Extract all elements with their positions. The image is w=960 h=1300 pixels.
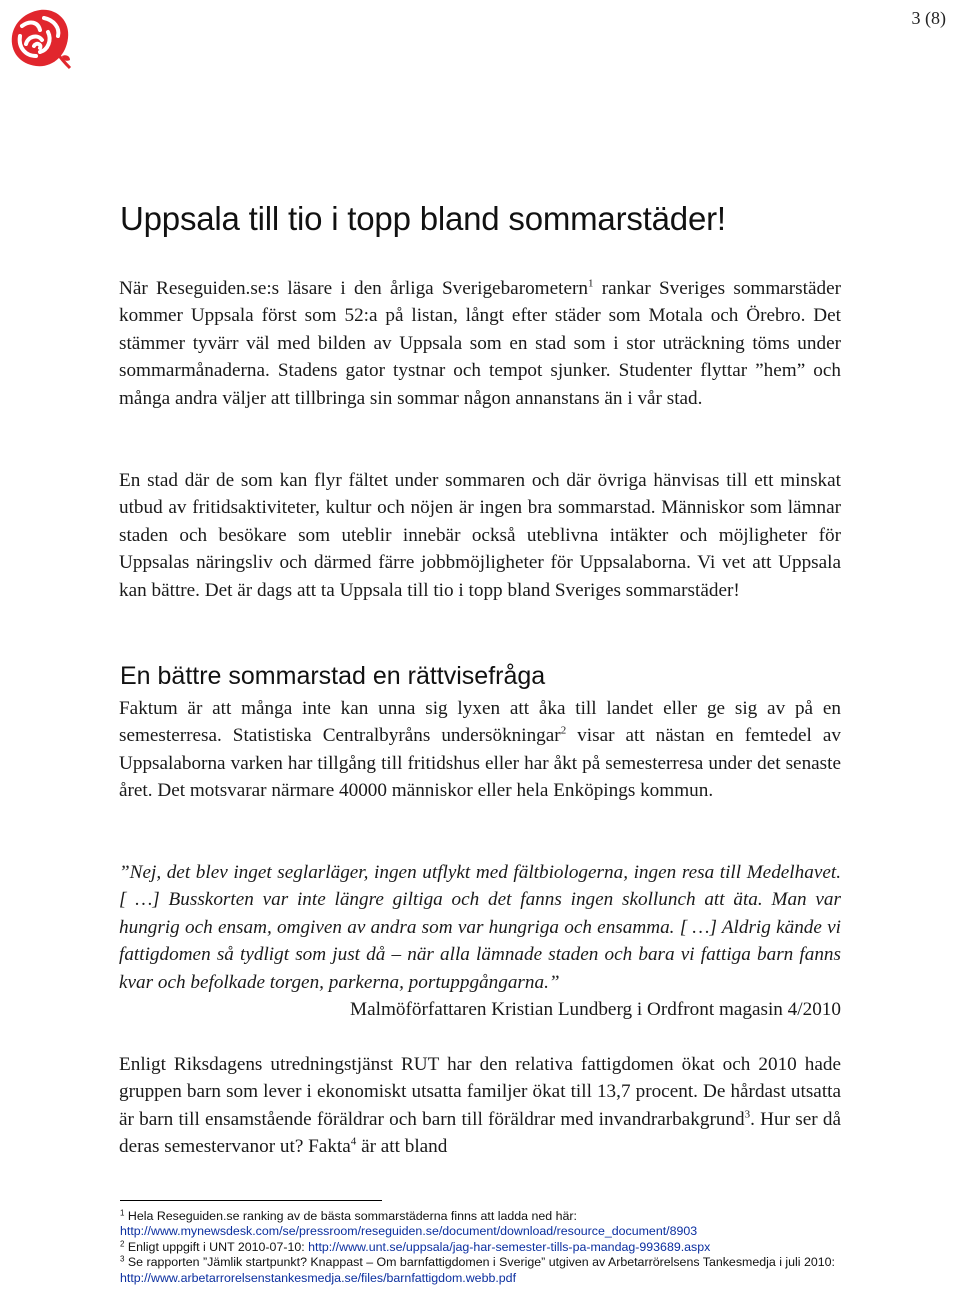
footnote-number: 3 bbox=[120, 1254, 125, 1264]
intro-paragraph-2: En stad där de som kan flyr fältet under sommaren och där övriga hänvisas till ett minskat utbud av fritidsaktiviteter, kultur och nöjen är ingen bra sommarstad. Människor som lämnar staden och besökare som uteblir innebär också uteblivna intäkter och möjligheter för Uppsalas näringsliv och därmed färre jobbmöjligheter för Uppsalaborna. Vi vet att Uppsala kan bättre. Det är dags att ta Uppsala till tio i topp bland Sveriges sommarstäder! bbox=[119, 470, 841, 601]
quote-attribution: Malmöförfattaren Kristian Lundberg i Ordfront magasin 4/2010 bbox=[350, 999, 841, 1020]
block-quote: ”Nej, det blev inget seglarläger, ingen utflykt med fältbiologerna, ingen resa till Medelhavet. [ …] Busskorten var inte längre giltiga och det fanns ingen skollunch att äta. Man var hungrig och ensam, omgiven av andra som var hungriga och ensamma. [ …] Aldrig kände vi fattigdomen så tydligt som just då – när alla lämnade staden och bara vi fattiga barn fanns kvar och befolkade torgen, parkerna, portuppgångarna.” bbox=[119, 862, 841, 993]
page-title: Uppsala till tio i topp bland sommarstäder! bbox=[120, 200, 726, 237]
footnote-number: 2 bbox=[120, 1239, 125, 1249]
footnote-2 bbox=[120, 1240, 842, 1255]
rut-text-middle: . Hur ser då deras semestervanor ut? Fakta bbox=[119, 1108, 841, 1158]
footnote-ref-4[interactable]: 4 bbox=[350, 1135, 357, 1148]
footnote-ref-1[interactable]: 1 bbox=[587, 277, 594, 290]
footnote-divider bbox=[120, 1200, 382, 1201]
section-paragraph-1 bbox=[119, 695, 841, 805]
footnote-link[interactable]: http://www.arbetarrorelsenstankesmedja.se/files/barnfattigdom.webb.pdf bbox=[120, 1270, 517, 1285]
section-text-start: Faktum är att många inte kan unna sig lyxen att åka till landet eller ge sig av på en semesterresa. Statistiska Centralbyråns undersökningar bbox=[119, 698, 841, 747]
footnote-1 bbox=[120, 1209, 842, 1240]
footnote-text: Hela Reseguiden.se ranking av de bästa sommarstäderna finns att ladda ned här: bbox=[124, 1209, 577, 1223]
intro-text-rest: rankar Sveriges sommarstäder kommer Uppsala först som 52:a på listan, långt efter städer som Motala och Örebro. Det stämmer tyvärr väl med bilden av Uppsala som en stad som i stor uträckning töms under sommarmånaderna. Stadens gator tystnar och tempot sjunker. Studenter flyttar ”hem” och många andra väljer att tillbringa sin sommar någon annanstans än i vår stad. bbox=[119, 278, 841, 409]
section-paragraph-2 bbox=[119, 1051, 841, 1161]
rut-text-end: är att bland bbox=[356, 1136, 448, 1158]
footnotes bbox=[120, 1209, 842, 1286]
section-heading: En bättre sommarstad en rättvisefråga bbox=[120, 662, 546, 690]
footnote-ref-3[interactable]: 3 bbox=[744, 1108, 751, 1121]
section-text-rest: visar att nästan en femtedel av Uppsalaborna varken har tillgång till fritidshus eller har åkt på semesterresa under det senaste året. Det motsvarar närmare 40000 människor eller hela Enköpings kommun. bbox=[119, 725, 841, 802]
footnote-link[interactable]: http://www.mynewsdesk.com/se/pressroom/reseguiden.se/document/download/resource_document/8903 bbox=[120, 1224, 698, 1239]
page-number: 3 (8) bbox=[911, 8, 946, 28]
intro-text-start: När Reseguiden.se:s läsare i den årliga Sverigebarometern bbox=[119, 278, 588, 299]
intro-paragraph-1 bbox=[119, 275, 841, 412]
footnote-text: Se rapporten ”Jämlik startpunkt? Knappast – Om barnfattigdomen i Sverige” utgiven av Arbetarrörelsens Tankesmedja i juli 2010: bbox=[124, 1255, 835, 1270]
footnote-link[interactable]: http://www.unt.se/uppsala/jag-har-semester-tills-pa-mandag-993689.aspx bbox=[308, 1239, 711, 1254]
footnote-3 bbox=[120, 1255, 842, 1286]
rut-text-start: Enligt Riksdagens utredningstjänst RUT har den relativa fattigdomen ökat och 2010 hade gruppen barn som lever i ekonomiskt utsatta familjer ökat till 13,7 procent. De hårdast utsatta är barn till ensamstående föräldrar och barn till föräldrar med invandrarbakgrund bbox=[119, 1054, 841, 1130]
footnote-ref-2[interactable]: 2 bbox=[560, 724, 567, 737]
red-rose-logo-icon bbox=[8, 6, 72, 72]
footnote-number: 1 bbox=[120, 1208, 125, 1218]
footnote-text: Enligt uppgift i UNT 2010-07-10: bbox=[124, 1239, 309, 1254]
